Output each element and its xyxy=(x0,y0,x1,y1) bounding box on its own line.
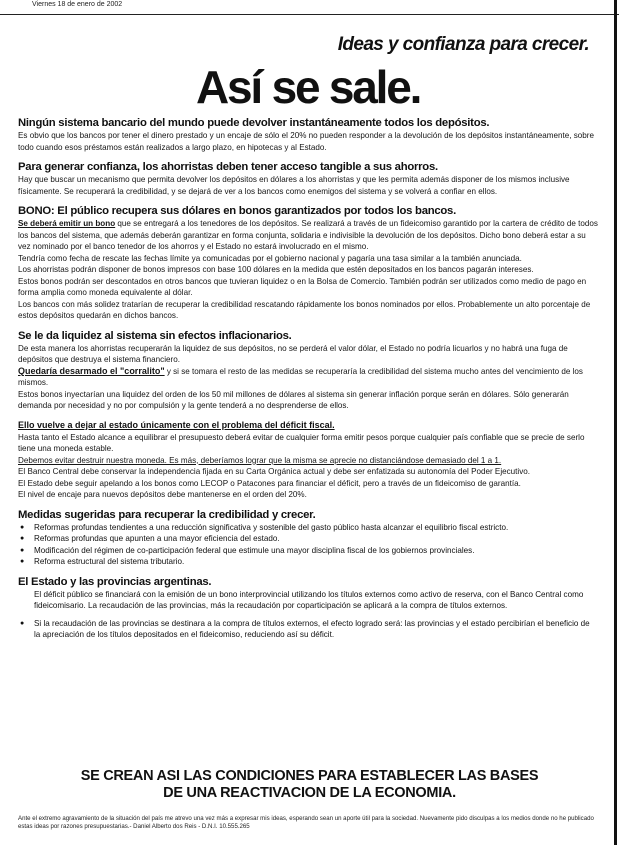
section-title: Medidas sugeridas para recuperar la credibilidad y crecer. xyxy=(18,508,316,521)
section-text: Los ahorristas podrán disponer de bonos impresos con base 100 dólares en la medida que estén depositados en los bancos pagarán intereses. xyxy=(18,265,534,274)
bono-lead-rest: que se entregará a los tenedores de los depósitos. Se realizará a través de un fideicomiso garantido por la cartera de crédito de todos los bancos del sistema, que además deberán garantizar en forma conjunta, solidaria e indivisible la devolución de los depósitos. Dicho bono deberá estar a su vez nominado por el banco tenedor de los ahorros y el Estado no estará involucrado en el mismo. xyxy=(18,219,598,251)
section-title: Para generar confianza, los ahorristas deben tener acceso tangible a sus ahorros. xyxy=(18,161,438,173)
closing-line: DE UNA REACTIVACION DE LA ECONOMIA. xyxy=(163,785,456,801)
section-text: Tendría como fecha de rescate las fechas límite ya comunicadas por el gobierno nacional y pagaría una tasa similar a la también anunciada. xyxy=(18,253,522,263)
section-text: El Banco Central debe conservar la independencia fijada en su Carta Orgánica actual y debe ser enfatizada su autonomía del Poder Ejecutivo. xyxy=(18,467,531,476)
article-body xyxy=(18,116,598,648)
list-item: ● El déficit público se financiará con la emisión de un bono interprovincial utilizando los títulos externos como activo de reserva, con el Banco Central como fideicomisario. La recaudación de las provincias, más la recaudación por coparticipación se aplicará a la compra de títulos externos. xyxy=(34,589,598,612)
section-title: BONO: El público recupera sus dólares en bonos garantizados por todos los bancos. xyxy=(18,205,456,217)
author-footnote: Ante el extremo agravamiento de la situación del país me atrevo una vez más a expresar mis ideas, esperando sean un aporte útil para la sociedad. Nuevamente pido disculpas a los medios donde no he publicado estas ideas por razones presupuestarias.- Daniel Alberto dos Reis - D.N.I. 10.555.265 xyxy=(18,815,594,830)
section-liquidity xyxy=(18,329,598,412)
closing-statement xyxy=(0,768,619,802)
section-confidence xyxy=(18,160,598,197)
section-text: Hasta tanto el Estado alcance a equilibrar el presupuesto deberá evitar de cualquier forma emitir pesos porque cualquier país confiable que se precie de serlo tiene una moneda estable. xyxy=(18,432,585,453)
dateline: Viernes 18 de enero de 2002 xyxy=(32,1,123,8)
section-title: Se le da liquidez al sistema sin efectos inflacionarios. xyxy=(18,329,292,342)
list-item: ● Reformas profundas tendientes a una reducción significativa y sostenible del gasto público hasta alcanzar el equilibrio fiscal estricto. xyxy=(34,522,598,534)
list-item: ● Si la recaudación de las provincias se destinara a la compra de títulos externos, el efecto logrado será: las provincias y el estado percibirían el beneficio de la apreciación de los títulos depositados en el fideicomiso, reduciendo así su déficit. xyxy=(34,618,598,641)
section-fiscal xyxy=(18,419,598,501)
list-item: ● Modificación del régimen de co-participación federal que estimule una mayor disciplina fiscal de los gobiernos provinciales. xyxy=(34,545,598,557)
section-title: Ello vuelve a dejar al estado únicamente con el problema del déficit fiscal. xyxy=(18,419,335,430)
closing-line: SE CREAN ASI LAS CONDICIONES PARA ESTABLECER LAS BASES xyxy=(80,768,539,784)
section-text xyxy=(18,218,598,253)
section-bono xyxy=(18,204,598,322)
headline: Así se sale. xyxy=(196,61,421,113)
section-measures xyxy=(18,508,598,568)
top-rule xyxy=(0,0,619,15)
section-provinces xyxy=(18,575,598,641)
section-text: El Estado debe seguir apelando a los bonos como LECOP o Patacones para financiar el déficit, pero a través de un fideicomiso de garantía. xyxy=(18,478,521,488)
list-item: ● Reforma estructural del sistema tributario. xyxy=(34,556,598,568)
corralito-lead-rest: y si se tomara el resto de las medidas se recuperaría la credibilidad del sistema mucho antes del vencimiento de los mismos. xyxy=(18,366,583,387)
right-border-rule xyxy=(614,0,617,845)
section-text: Estos bonos podrán ser descontados en otros bancos que tuvieran liquidez o en la Bolsa de Comercio. También podrán ser utilizados como medio de pago en forma amplia como moneda equivalente al dólar. xyxy=(18,276,587,297)
section-banking xyxy=(18,116,598,153)
section-text: Hay que buscar un mecanismo que permita devolver los depósitos en dólares a los ahorristas y que les permita además disponer de los mismos inclusive físicamente. Se recuperará la credibilidad, y se dejará de ver a los bancos como enemigos del sistema y se volverá a confiar en ellos. xyxy=(18,175,570,196)
section-text: Debemos evitar destruir nuestra moneda. Es más, deberíamos lograr que la misma se aprecie no distanciándose demasiado del 1 a 1. xyxy=(18,455,502,465)
section-text: Estos bonos inyectarían una liquidez del orden de los 50 mil millones de dólares al sistema sin generar inflación porque serán en dólares. Sólo generarán demanda por necesidad y no por compulsión y la gente tenderá a no desprenderse de ellos. xyxy=(18,389,569,410)
bono-lead: Se deberá emitir un bono xyxy=(18,219,116,228)
section-text: De esta manera los ahorristas recuperarán la liquidez de sus depósitos, no se perderá el valor dólar, el Estado no podría licuarlos y no habrá una fuga de depósitos que destruya el sistema financiero. xyxy=(18,343,568,364)
section-title: El Estado y las provincias argentinas. xyxy=(18,575,212,588)
section-text xyxy=(18,366,598,389)
section-text: Los bancos con más solidez tratarían de recuperar la credibilidad rescatando rápidamente los bonos nominados por ellos. Probablemente un alto porcentaje de estos depósitos quedarán en dichos bancos. xyxy=(18,299,591,320)
corralito-lead: Quedaría desarmado el "corralito" xyxy=(18,365,165,376)
measures-list xyxy=(18,522,598,568)
section-text: El nivel de encaje para nuevos depósitos debe mantenerse en el orden del 20%. xyxy=(18,490,307,499)
section-text: Es obvio que los bancos por tener el dinero prestado y un encaje de sólo el 20% no pueden responder a la devolución de los depósitos instantáneamente, sobre todo cuando esos préstamos están realizados a largo plazo, en hipotecas y al Estado. xyxy=(18,131,594,152)
kicker: Ideas y confianza para crecer. xyxy=(337,34,589,55)
section-title: Ningún sistema bancario del mundo puede devolver instantáneamente todos los depósitos. xyxy=(18,117,490,129)
provinces-list xyxy=(18,589,598,641)
list-item: ● Reformas profundas que apunten a una mayor eficiencia del estado. xyxy=(34,533,598,545)
